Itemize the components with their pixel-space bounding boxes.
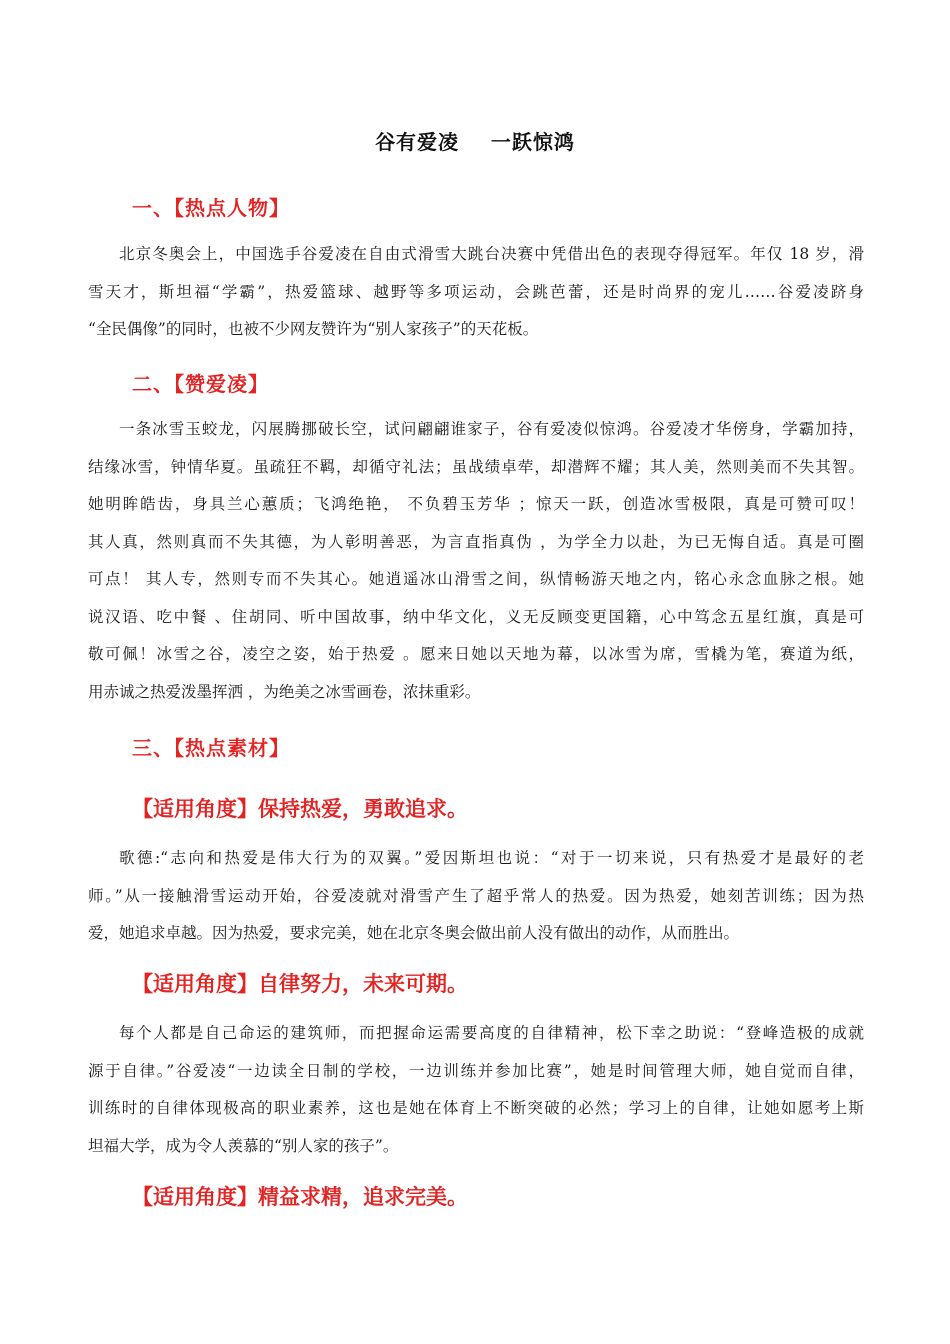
angle-heading-discipline: 【适用角度】自律努力，未来可期。 — [132, 972, 468, 996]
document-title: 谷有爱凌 一跃惊鸿 — [375, 130, 575, 154]
paragraph-discipline — [88, 1015, 864, 1165]
paragraph-hot-person — [88, 236, 864, 349]
paragraph-line: 北京冬奥会上，中国选手谷爱凌在自由式滑雪大跳台决赛中凭借出色的表现夺得冠军。年仅 18 岁，滑 — [119, 245, 864, 263]
angle-heading-passion: 【适用角度】保持热爱，勇敢追求。 — [132, 797, 468, 821]
section-heading-hot-material: 三、【热点素材】 — [132, 736, 290, 760]
angle-heading-excellence: 【适用角度】精益求精，追求完美。 — [132, 1185, 468, 1209]
paragraph-line: 雪天才，斯坦福“学霸”，热爱篮球、越野等多项运动，会跳芭蕾，还是时尚界的宠儿……谷爱凌跻身 — [88, 282, 864, 301]
section-heading-praise: 二、【赞爱凌】 — [132, 372, 269, 396]
paragraph-line: 每个人都是自己命运的建筑师，而把握命运需要高度的自律精神，松下幸之助说：“登峰造极的成就 — [119, 1024, 864, 1042]
paragraph-line: 一条冰雪玉蛟龙，闪展腾挪破长空，试问翩翩谁家子，谷有爱凌似惊鸿。谷爱凌才华傍身，学霸加持， — [119, 420, 864, 438]
paragraph-line: 她明眸皓齿，身具兰心蕙质；飞鸿绝艳， 不负碧玉芳华 ；惊天一跃，创造冰雪极限，真是可赞可叹！ — [88, 495, 864, 513]
paragraph-praise — [88, 411, 864, 711]
paragraph-line: 用赤诚之热爱泼墨挥洒 ，为绝美之冰雪画卷，浓抹重彩。 — [88, 682, 481, 701]
paragraph-line: 可点！ 其人专，然则专而不失其心。她逍遥冰山滑雪之间，纵情畅游天地之内，铭心永念血脉之根。她 — [88, 570, 864, 588]
paragraph-line: 其人真，然则真而不失其德，为人彰明善恶，为言直指真伪 ，为学全力以赴，为已无悔自适。真是可圈 — [88, 532, 864, 551]
paragraph-line: 爱，她追求卓越。因为热爱，要求完美，她在北京冬奥会做出前人没有做出的动作，从而胜出。 — [88, 924, 740, 942]
paragraph-passion — [88, 840, 864, 953]
section-heading-hot-person: 一、【热点人物】 — [132, 196, 290, 220]
paragraph-line: “全民偶像”的同时，也被不少网友赞许为“别人家孩子”的天花板。 — [88, 320, 539, 338]
paragraph-line: 源于自律。”谷爱凌“一边读全日制的学校，一边训练并参加比赛”，她是时间管理大师，她自觉而自律， — [88, 1061, 864, 1080]
paragraph-line: 训练时的自律体现极高的职业素养，这也是她在体育上不断突破的必然；学习上的自律，让她如愿考上斯 — [88, 1099, 864, 1117]
paragraph-line: 敬可佩！冰雪之谷，凌空之姿，始于热爱 。愿来日她以天地为幕，以冰雪为席，雪橇为笔，赛道为纸， — [88, 645, 864, 663]
paragraph-line: 说汉语、吃中餐 、住胡同、听中国故事，纳中华文化，义无反顾变更国籍，心中笃念五星红旗，真是可 — [88, 607, 864, 626]
paragraph-line: 坦福大学，成为令人羡慕的“别人家的孩子”。 — [88, 1136, 399, 1155]
paragraph-line: 师。”从一接触滑雪运动开始，谷爱凌就对滑雪产生了超乎常人的热爱。因为热爱，她刻苦训练；因为热 — [88, 886, 864, 905]
paragraph-line: 歌德:“志向和热爱是伟大行为的双翼。”爱因斯坦也说：“对于一切来说，只有热爱才是最好的老 — [119, 849, 864, 867]
paragraph-line: 结缘冰雪，钟情华夏。虽疏狂不羁，却循守礼法；虽战绩卓荦，却潜辉不耀；其人美，然则美而不失其智。 — [88, 457, 864, 476]
